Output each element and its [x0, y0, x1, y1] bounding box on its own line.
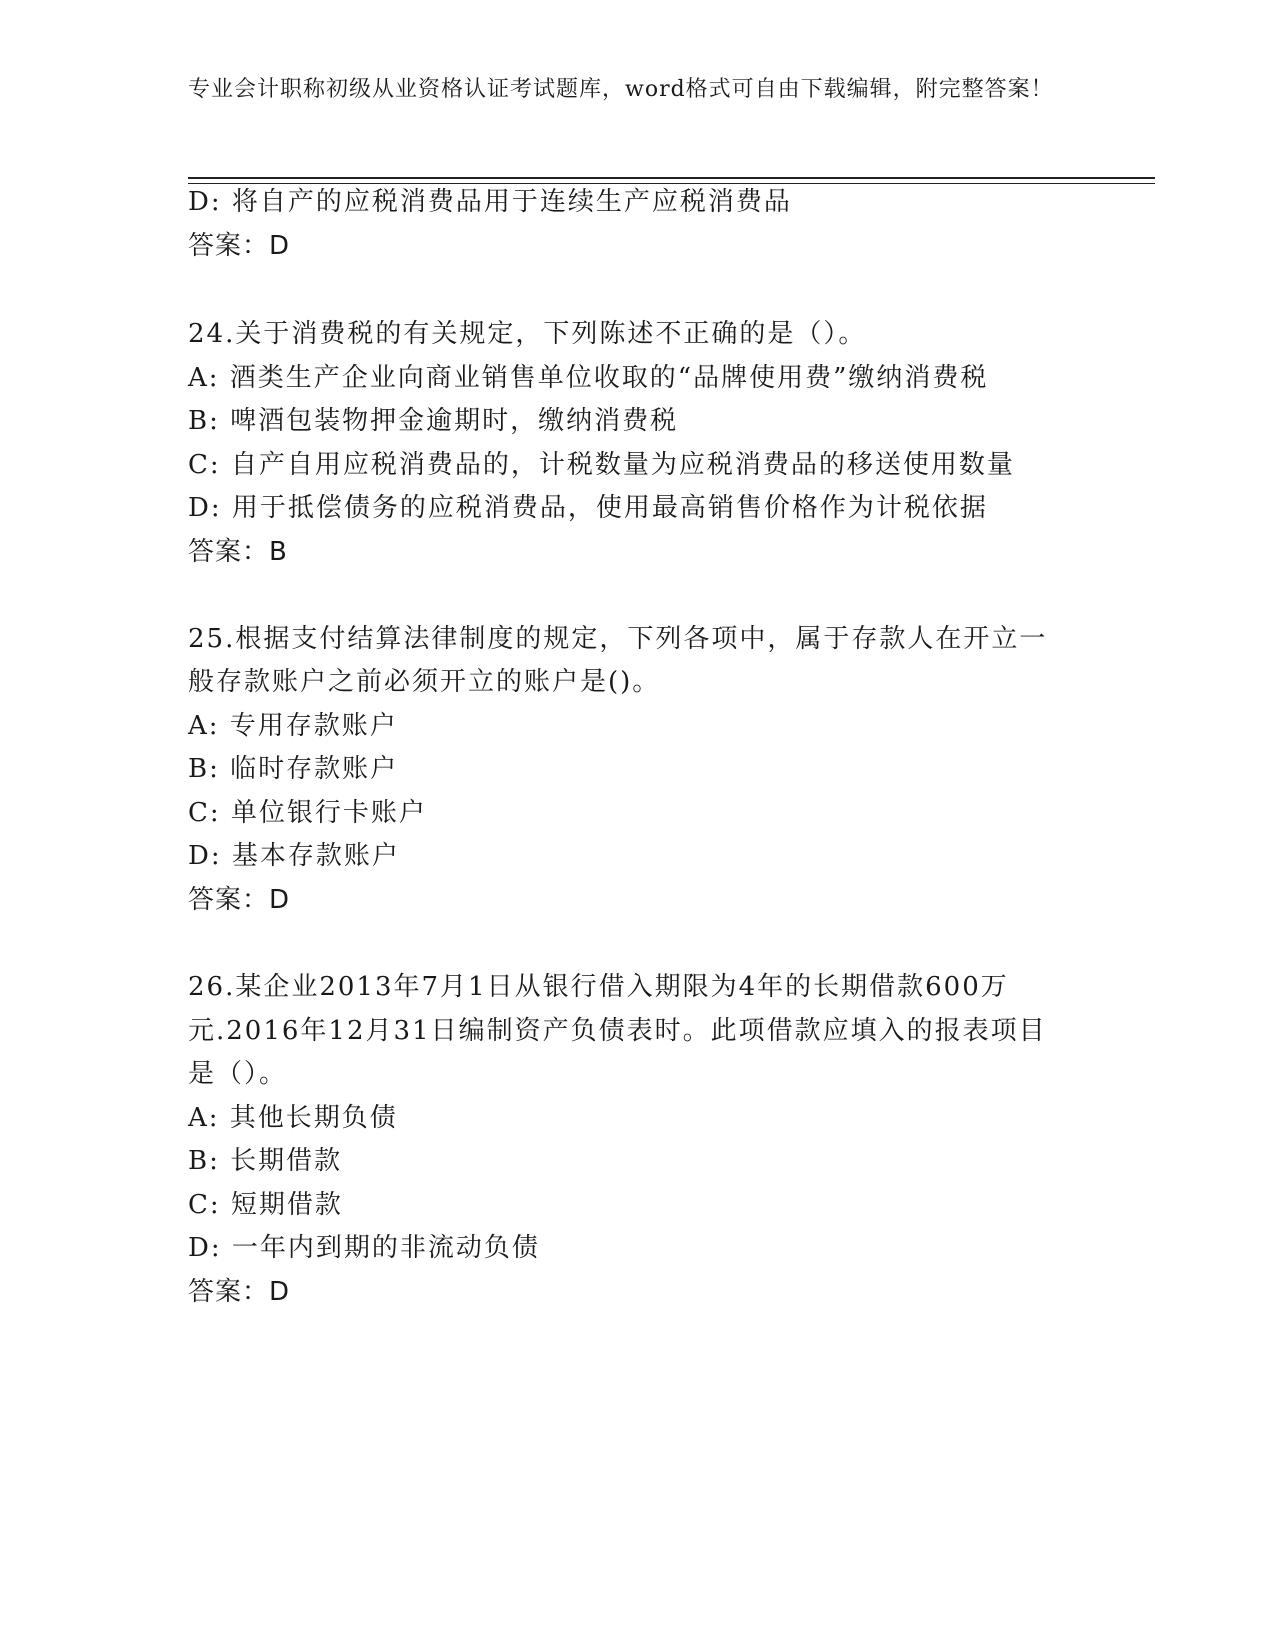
- question-stem: 26.某企业2013年7月1日从银行借入期限为4年的长期借款600万: [188, 972, 1009, 1002]
- option-b: B: 长期借款: [188, 1146, 343, 1176]
- question-stem: 24.关于消费税的有关规定，下列陈述不正确的是（）。: [188, 319, 867, 349]
- option-d: D: 基本存款账户: [188, 841, 400, 871]
- option-d: D: 将自产的应税消费品用于连续生产应税消费品: [188, 187, 792, 217]
- option-a: A: 专用存款账户: [188, 711, 398, 741]
- option-a: A: 其他长期负债: [188, 1103, 398, 1133]
- answer-line: 答案：B: [188, 537, 288, 567]
- question-stem: 元.2016年12月31日编制资产负债表时。此项借款应填入的报表项目: [188, 1016, 1047, 1046]
- header-divider: [188, 177, 1155, 179]
- option-d: D: 用于抵偿债务的应税消费品，使用最高销售价格作为计税依据: [188, 493, 988, 523]
- option-c: C: 短期借款: [188, 1190, 343, 1220]
- answer-line: 答案：D: [188, 885, 291, 915]
- option-a: A: 酒类生产企业向商业销售单位收取的“品牌使用费”缴纳消费税: [188, 363, 989, 393]
- question-stem: 般存款账户之前必须开立的账户是()。: [188, 667, 661, 697]
- option-b: B: 啤酒包装物押金逾期时，缴纳消费税: [188, 406, 679, 436]
- option-b: B: 临时存款账户: [188, 754, 399, 784]
- answer-line: 答案：D: [188, 1277, 291, 1307]
- option-d: D: 一年内到期的非流动负债: [188, 1233, 540, 1263]
- question-stem: 25.根据支付结算法律制度的规定，下列各项中，属于存款人在开立一: [188, 624, 1048, 654]
- option-c: C: 单位银行卡账户: [188, 798, 427, 828]
- option-c: C: 自产自用应税消费品的，计税数量为应税消费品的移送使用数量: [188, 450, 1015, 480]
- answer-line: 答案：D: [188, 231, 291, 261]
- question-stem: 是（）。: [188, 1059, 288, 1089]
- header-divider-thin: [188, 183, 1155, 184]
- page-header: 专业会计职称初级从业资格认证考试题库，word格式可自由下载编辑，附完整答案！: [188, 77, 1054, 102]
